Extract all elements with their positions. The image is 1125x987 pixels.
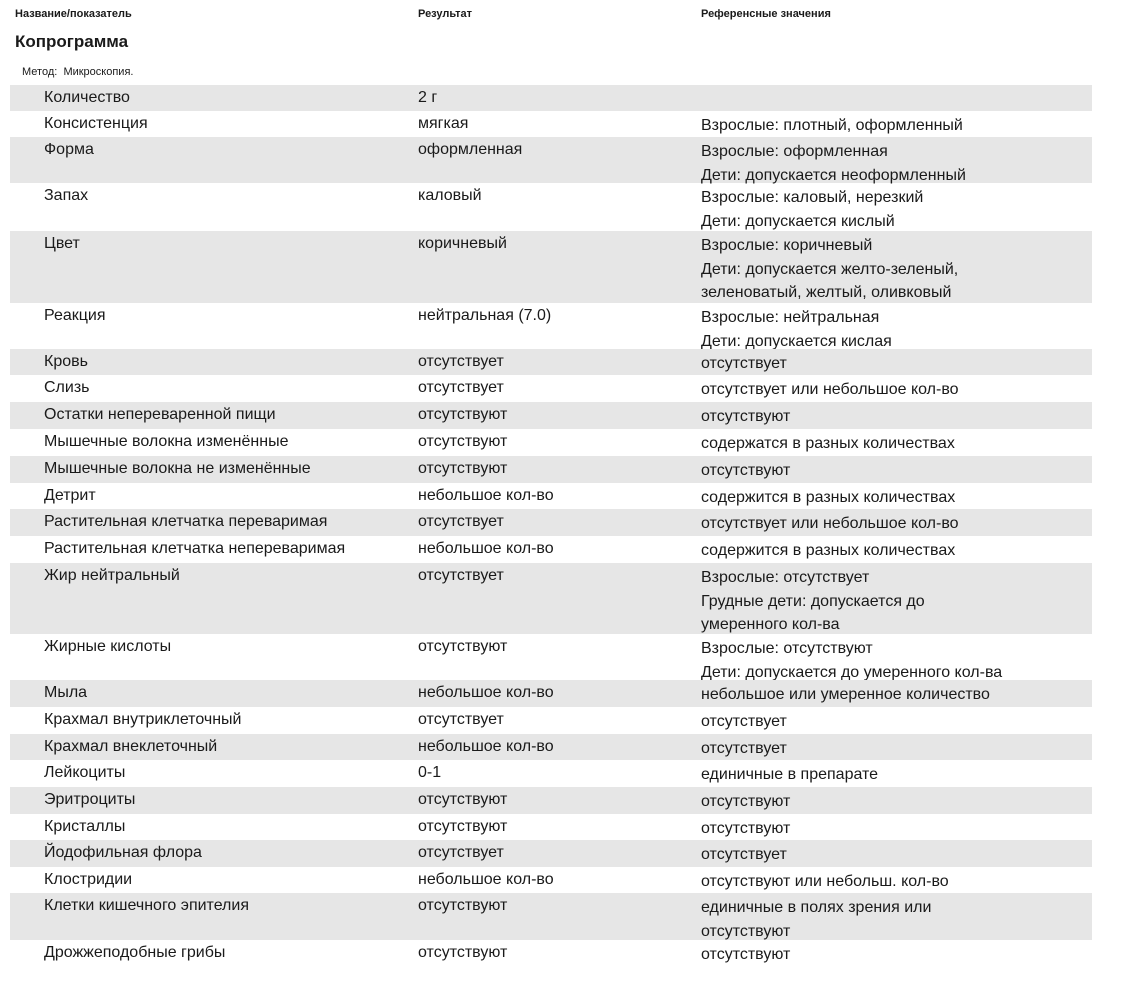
row-result: отсутствуют bbox=[418, 944, 508, 961]
table-row bbox=[10, 893, 1092, 940]
method-line bbox=[22, 66, 133, 78]
table-row bbox=[10, 680, 1092, 707]
method-label: Метод: bbox=[22, 66, 58, 78]
column-header-name: Название/показатель bbox=[15, 8, 132, 20]
table-row bbox=[10, 634, 1092, 680]
row-name: Реакция bbox=[44, 307, 106, 324]
table-row bbox=[10, 375, 1092, 402]
row-name: Мышечные волокна не изменённые bbox=[44, 460, 311, 477]
row-name: Кристаллы bbox=[44, 818, 126, 835]
table-row bbox=[10, 303, 1092, 349]
row-result: оформленная bbox=[418, 141, 523, 158]
table-row bbox=[10, 734, 1092, 760]
row-name: Остатки непереваренной пищи bbox=[44, 406, 276, 423]
results-table bbox=[10, 85, 1092, 966]
column-header-reference: Референсные значения bbox=[701, 8, 831, 20]
table-row bbox=[10, 137, 1092, 183]
row-result: небольшое кол-во bbox=[418, 738, 554, 755]
row-result: нейтральная (7.0) bbox=[418, 307, 552, 324]
row-name: Дрожжеподобные грибы bbox=[44, 944, 226, 961]
row-result: отсутствует bbox=[418, 567, 504, 584]
row-reference: отсутствуют или небольш. кол-во bbox=[701, 873, 949, 890]
row-name: Крахмал внутриклеточный bbox=[44, 711, 242, 728]
row-result: отсутствуют bbox=[418, 897, 508, 914]
row-reference: Взрослые: оформленная Дети: допускается неоформленный bbox=[701, 143, 966, 184]
row-reference: отсутствует bbox=[701, 846, 787, 863]
row-reference: Взрослые: плотный, оформленный bbox=[701, 117, 963, 134]
row-result: отсутствуют bbox=[418, 406, 508, 423]
row-reference: единичные в полях зрения или отсутствуют bbox=[701, 899, 932, 940]
table-row bbox=[10, 867, 1092, 893]
row-result: отсутствует bbox=[418, 379, 504, 396]
row-reference: содержится в разных количествах bbox=[701, 542, 956, 559]
row-reference: отсутствуют bbox=[701, 946, 791, 963]
row-name: Растительная клетчатка непереваримая bbox=[44, 540, 346, 557]
row-name: Жирные кислоты bbox=[44, 638, 172, 655]
row-name: Количество bbox=[44, 89, 130, 106]
table-row bbox=[10, 231, 1092, 303]
row-reference: Взрослые: отсутствует Грудные дети: допускается до умеренного кол-ва bbox=[701, 569, 925, 633]
row-name: Запах bbox=[44, 187, 89, 204]
row-reference: Взрослые: каловый, нерезкий Дети: допускается кислый bbox=[701, 189, 924, 230]
page-title: Копрограмма bbox=[15, 32, 129, 51]
row-reference: отсутствуют bbox=[701, 462, 791, 479]
table-row bbox=[10, 456, 1092, 483]
row-name: Мышечные волокна изменённые bbox=[44, 433, 289, 450]
table-row bbox=[10, 536, 1092, 563]
row-result: коричневый bbox=[418, 235, 507, 252]
row-result: отсутствуют bbox=[418, 818, 508, 835]
row-name: Растительная клетчатка переваримая bbox=[44, 513, 328, 530]
row-reference: Взрослые: отсутствуют Дети: допускается до умеренного кол-ва bbox=[701, 640, 1003, 681]
row-result: небольшое кол-во bbox=[418, 487, 554, 504]
row-name: Форма bbox=[44, 141, 94, 158]
row-reference: единичные в препарате bbox=[701, 766, 879, 783]
table-row bbox=[10, 429, 1092, 456]
row-reference: отсутствует bbox=[701, 740, 787, 757]
row-reference: содержится в разных количествах bbox=[701, 489, 956, 506]
row-name: Мыла bbox=[44, 684, 88, 701]
table-row bbox=[10, 111, 1092, 137]
row-reference: отсутствует bbox=[701, 713, 787, 730]
table-row bbox=[10, 760, 1092, 787]
row-name: Слизь bbox=[44, 379, 90, 396]
row-result: 2 г bbox=[418, 89, 438, 106]
row-name: Консистенция bbox=[44, 115, 148, 132]
row-result: небольшое кол-во bbox=[418, 684, 554, 701]
row-name: Кровь bbox=[44, 353, 88, 370]
row-name: Цвет bbox=[44, 235, 80, 252]
row-name: Лейкоциты bbox=[44, 764, 126, 781]
row-reference: отсутствуют bbox=[701, 793, 791, 810]
table-row bbox=[10, 85, 1092, 111]
table-row bbox=[10, 483, 1092, 509]
row-name: Эритроциты bbox=[44, 791, 136, 808]
row-reference: отсутствуют bbox=[701, 408, 791, 425]
row-result: отсутствуют bbox=[418, 791, 508, 808]
row-reference: содержатся в разных количествах bbox=[701, 435, 955, 452]
row-reference: Взрослые: коричневый Дети: допускается желто-зеленый, зеленоватый, желтый, оливковый bbox=[701, 237, 959, 301]
table-row bbox=[10, 840, 1092, 867]
table-row bbox=[10, 349, 1092, 375]
row-name: Йодофильная флора bbox=[44, 844, 202, 861]
row-result: отсутствуют bbox=[418, 460, 508, 477]
table-row bbox=[10, 814, 1092, 840]
row-name: Клетки кишечного эпителия bbox=[44, 897, 249, 914]
row-result: отсутствуют bbox=[418, 433, 508, 450]
column-header-result: Результат bbox=[418, 8, 473, 20]
row-result: небольшое кол-во bbox=[418, 540, 554, 557]
row-name: Детрит bbox=[44, 487, 96, 504]
row-name: Жир нейтральный bbox=[44, 567, 180, 584]
table-row bbox=[10, 563, 1092, 634]
row-reference: отсутствует или небольшое кол-во bbox=[701, 515, 959, 532]
row-result: 0-1 bbox=[418, 764, 442, 781]
row-result: каловый bbox=[418, 187, 482, 204]
row-result: отсутствуют bbox=[418, 638, 508, 655]
row-result: отсутствует bbox=[418, 711, 504, 728]
row-reference: небольшое или умеренное количество bbox=[701, 686, 990, 703]
table-row bbox=[10, 402, 1092, 429]
table-row bbox=[10, 509, 1092, 536]
row-result: отсутствует bbox=[418, 844, 504, 861]
row-result: отсутствует bbox=[418, 513, 504, 530]
row-reference: отсутствует bbox=[701, 355, 787, 372]
table-row bbox=[10, 707, 1092, 734]
row-result: отсутствует bbox=[418, 353, 504, 370]
table-row bbox=[10, 183, 1092, 231]
row-result: небольшое кол-во bbox=[418, 871, 554, 888]
row-name: Клостридии bbox=[44, 871, 133, 888]
row-name: Крахмал внеклеточный bbox=[44, 738, 218, 755]
row-result: мягкая bbox=[418, 115, 469, 132]
method-value: Микроскопия. bbox=[63, 66, 134, 78]
row-reference: отсутствуют bbox=[701, 820, 791, 837]
row-reference: Взрослые: нейтральная Дети: допускается кислая bbox=[701, 309, 892, 350]
table-row bbox=[10, 787, 1092, 814]
row-reference: отсутствует или небольшое кол-во bbox=[701, 381, 959, 398]
table-row bbox=[10, 940, 1092, 966]
